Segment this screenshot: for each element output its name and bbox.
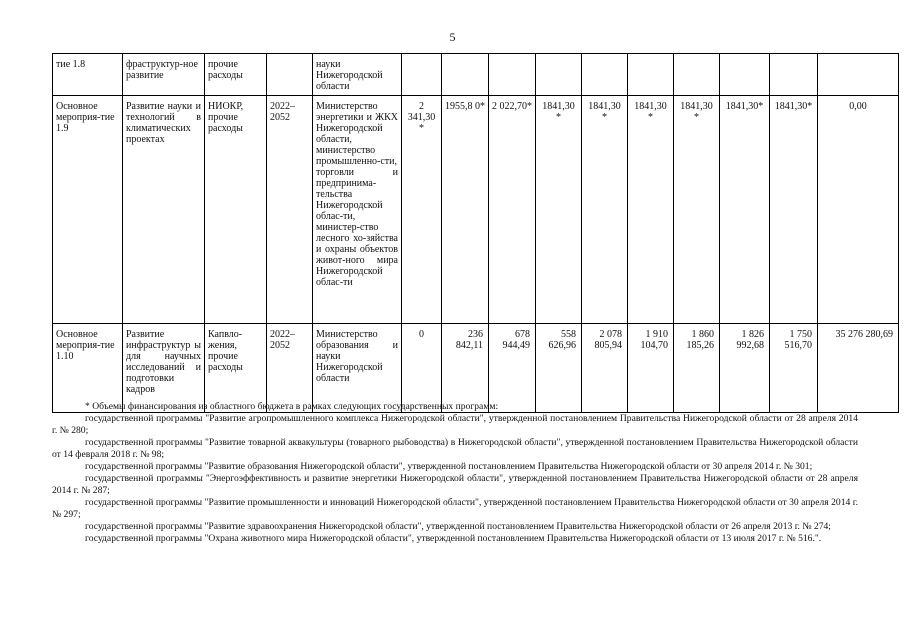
value-cell: 1841,30 * [628,96,674,324]
table-row [53,54,899,96]
value-cell: 1955,8 0* [442,96,489,324]
footnote-item: государственной программы "Развитие товарной аквакультуры (товарного рыбоводства) в Нижегородской области", утвержденной постановлением Правительства Нижегородской области от 14 февраля 2018 г. № 98; [52,437,858,460]
footnotes [52,401,858,545]
footnote-intro: * Объемы финансирования из областного бюджета в рамках следующих государственных программ: [85,401,499,412]
value-cell: 1841,30* [770,96,818,324]
executor-cell: науки Нижегородской области [313,54,402,96]
value-cell [536,54,582,96]
value-cell: 1841,30 * [536,96,582,324]
period-cell: 2022–2052 [267,324,313,413]
value-cell: 1 750 516,70 [770,324,818,413]
value-cell [770,54,818,96]
footnote-item: государственной программы "Охрана животного мира Нижегородской области", утвержденной постановлением Правительства Нижегородской области от 13 июля 2017 г. № 516.". [85,533,822,544]
value-cell: 1841,30* [720,96,770,324]
value-cell: 1 860 185,26 [674,324,720,413]
expense-type-cell: НИОКР, прочие расходы [205,96,267,324]
value-cell: 1 826 992,68 [720,324,770,413]
activity-cell: тие 1.8 [53,54,123,96]
value-cell: 236 842,11 [442,324,489,413]
value-cell [442,54,489,96]
footnote-item: государственной программы "Развитие агропромышленного комплекса Нижегородской области", утвержденной постановлением Правительства Нижегородской области от 28 апреля 2014 г. № 280; [52,413,858,436]
page-number: 5 [449,30,456,44]
executor-cell: Министерство энергетики и ЖКХ Нижегородской области, министерство промышленно-сти, торговли и предпринима-тельства Нижегородской облас-ти, министер-ство лесного хо-зяйства и охраны объектов живот-ного мира Нижегородской облас-ти [313,96,402,324]
footnote-item: государственной программы "Энергоэффективность и развитие энергетики Нижегородской области", утвержденной постановлением Правительства Нижегородской области от 28 апреля 2014 г. № 287; [52,473,858,496]
activity-cell: Основное мероприя-тие 1.9 [53,96,123,324]
footnote-item: государственной программы "Развитие промышленности и инноваций Нижегородской области", утвержденной постановлением Правительства Нижегородской области от 30 апреля 2014 г. № 297; [52,497,858,520]
value-cell [818,54,899,96]
table-row [53,324,899,413]
expense-type-cell: Капвло-жения, прочие расходы [205,324,267,413]
value-cell [628,54,674,96]
executor-cell: Министерство образования и науки Нижегородской области [313,324,402,413]
value-cell: 1 910 104,70 [628,324,674,413]
value-cell [582,54,628,96]
value-cell: 2 341,30 * [402,96,442,324]
value-cell: 0 [402,324,442,413]
value-cell [720,54,770,96]
period-cell [267,54,313,96]
value-cell [402,54,442,96]
funding-table [52,53,899,413]
activity-title-cell: Развитие науки и технологий в климатических проектах [123,96,205,324]
table-row [53,96,899,324]
value-cell: 678 944,49 [489,324,536,413]
activity-cell: Основное мероприя-тие 1.10 [53,324,123,413]
value-cell: 2 022,70* [489,96,536,324]
period-cell: 2022–2052 [267,96,313,324]
value-cell: 35 276 280,69 [818,324,899,413]
expense-type-cell: прочие расходы [205,54,267,96]
value-cell [674,54,720,96]
footnote-item: государственной программы "Развитие здравоохранения Нижегородской области", утвержденной постановлением Правительства Нижегородской области от 26 апреля 2013 г. № 274; [85,521,831,532]
value-cell: 1841,30 * [582,96,628,324]
value-cell: 2 078 805,94 [582,324,628,413]
value-cell: 1841,30 * [674,96,720,324]
value-cell: 558 626,96 [536,324,582,413]
value-cell [489,54,536,96]
activity-title-cell: фраструктур-ное развитие [123,54,205,96]
activity-title-cell: Развитие инфраструктур ы для научных исследований и подготовки кадров [123,324,205,413]
value-cell: 0,00 [818,96,899,324]
footnote-item: государственной программы "Развитие образования Нижегородской области", утвержденной постановлением Правительства Нижегородской области от 30 апреля 2014 г. № 301; [85,461,813,472]
